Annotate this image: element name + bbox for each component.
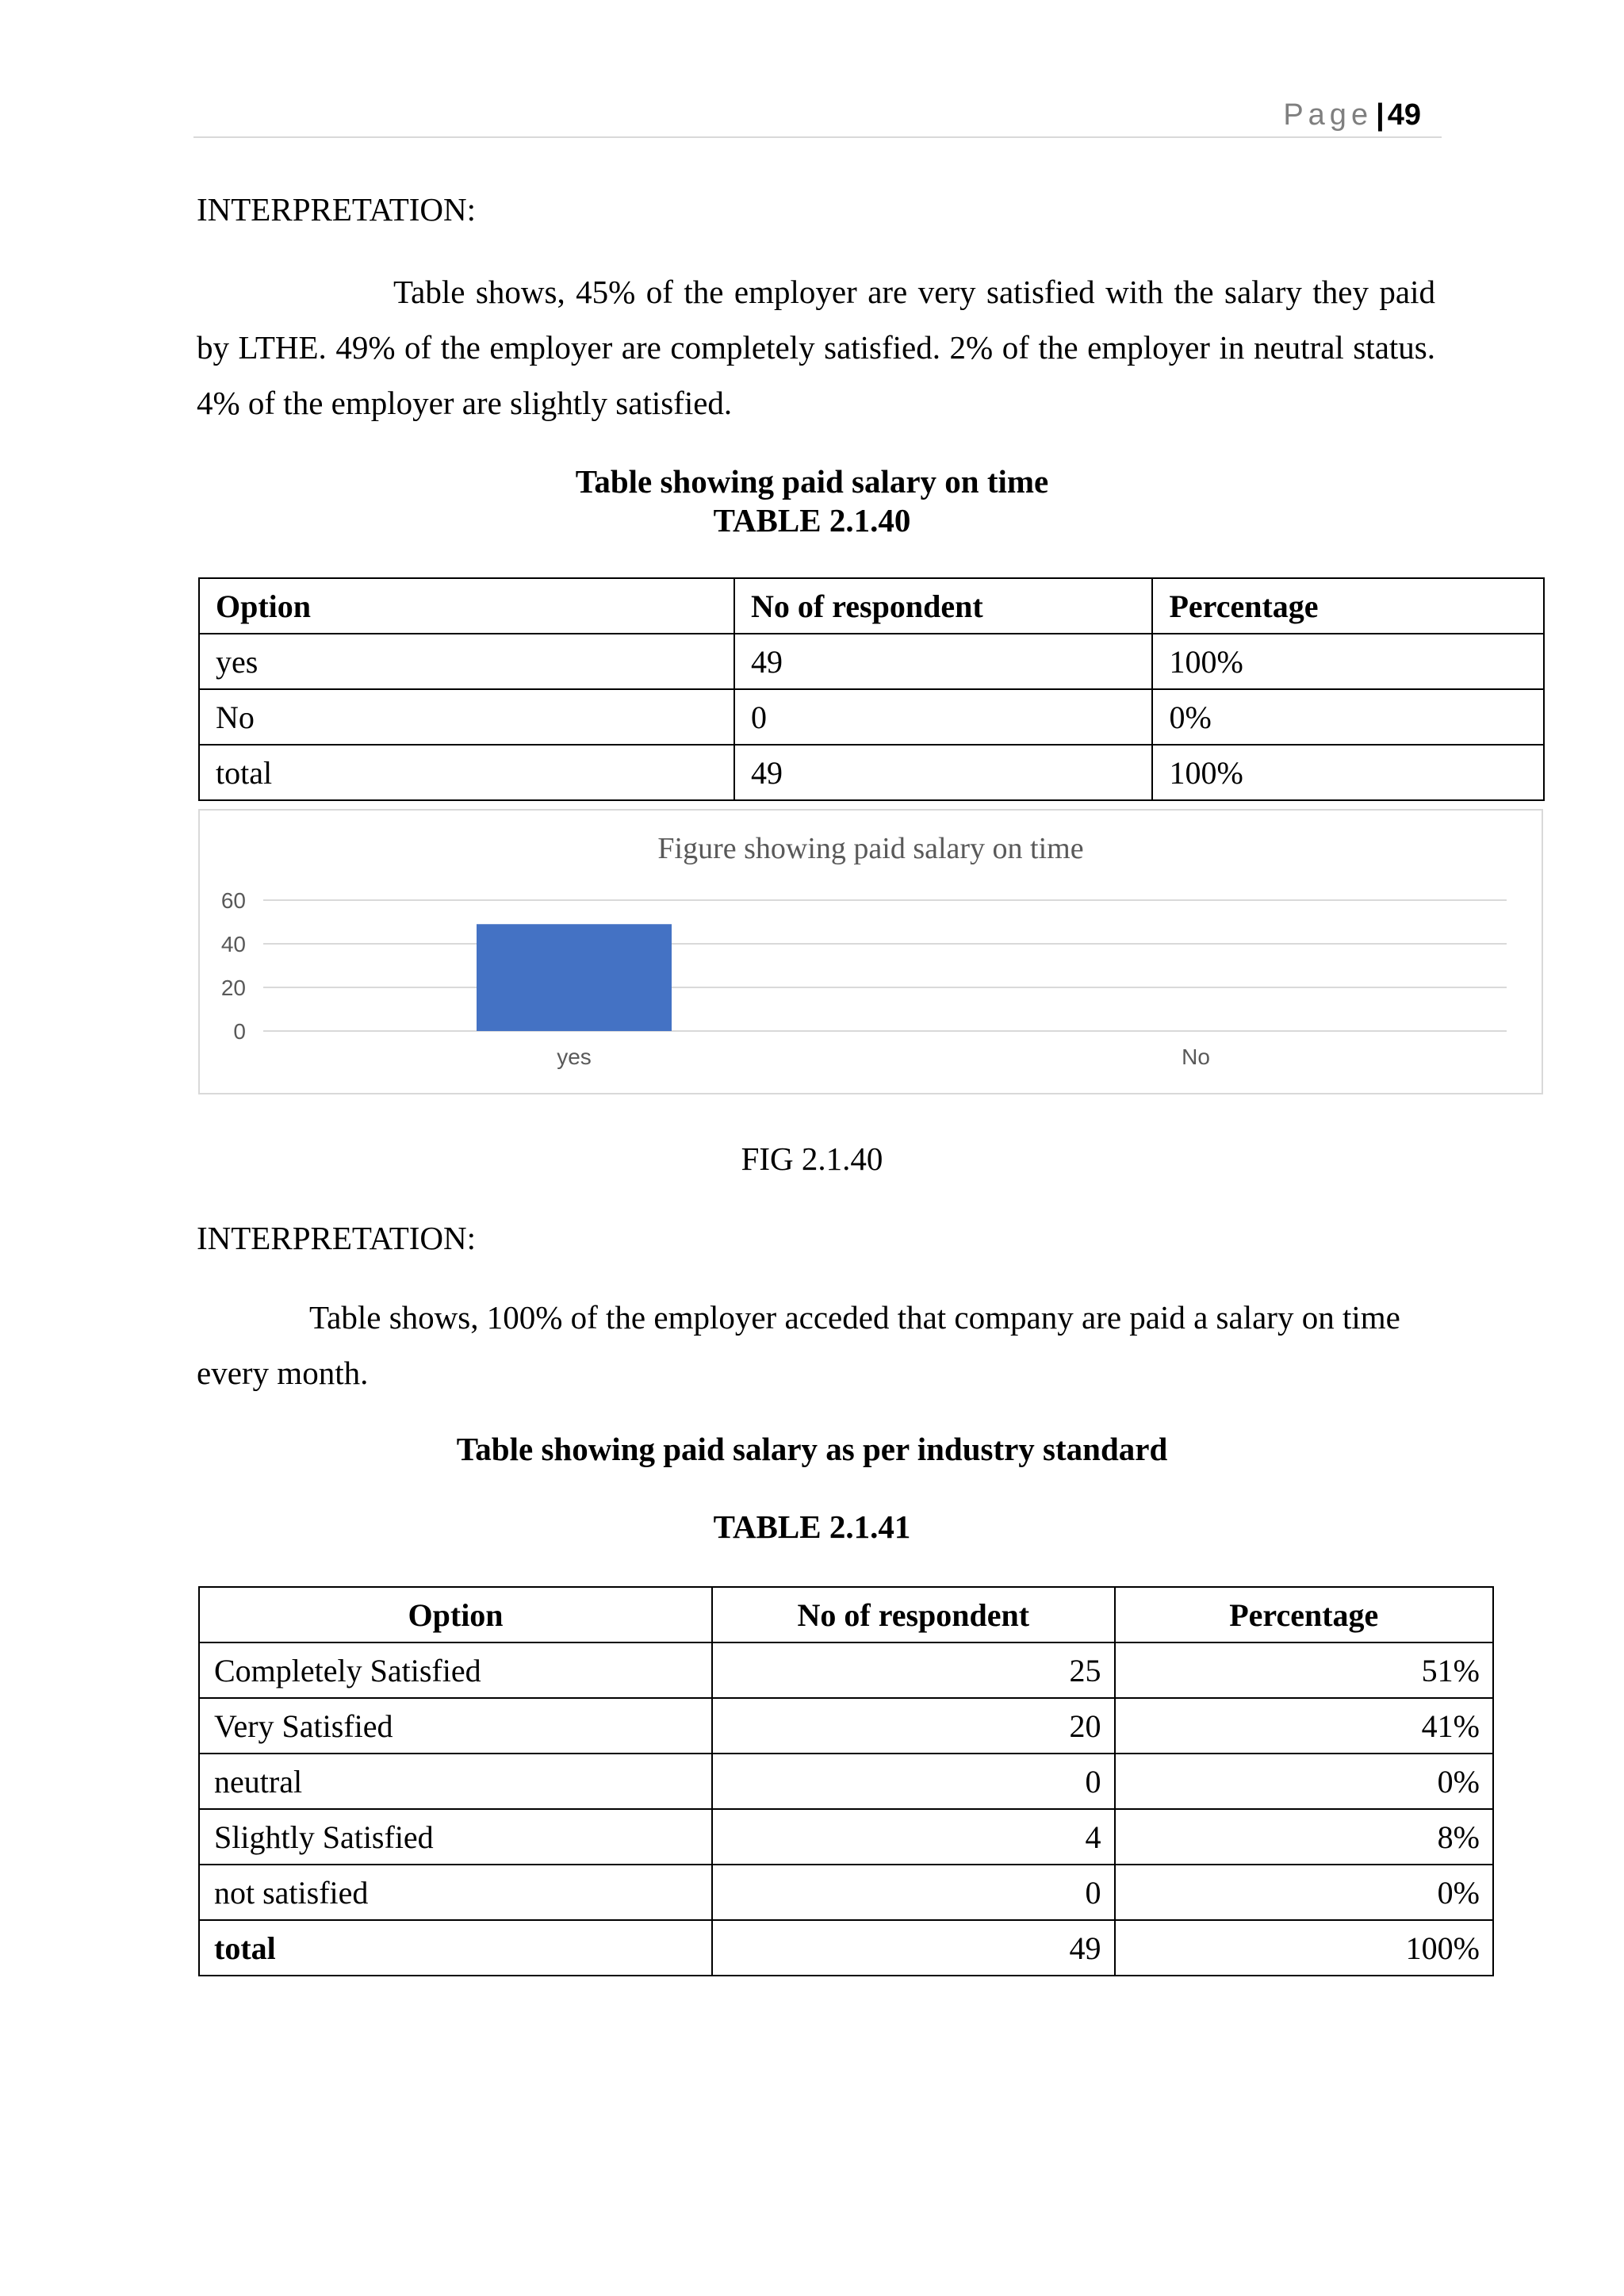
- cell-respondents: 20: [712, 1698, 1114, 1754]
- table-row: [199, 689, 1544, 745]
- interpretation-heading-1: INTERPRETATION:: [197, 191, 477, 228]
- cell-percentage: 8%: [1115, 1809, 1494, 1865]
- cell-option: total: [199, 1920, 712, 1976]
- cell-percentage: 100%: [1152, 745, 1544, 800]
- cell-respondents: 49: [712, 1920, 1114, 1976]
- column-header-respondents: No of respondent: [712, 1587, 1114, 1642]
- interpretation-paragraph-1: [197, 264, 1435, 431]
- page-header: [193, 95, 1442, 138]
- bar: [477, 924, 672, 1031]
- interpretation-paragraph-2: [197, 1290, 1435, 1401]
- cell-option: not satisfied: [199, 1865, 712, 1920]
- chart-title: Figure showing paid salary on time: [657, 832, 1084, 865]
- cell-respondents: 25: [712, 1642, 1114, 1698]
- table-row: [199, 1865, 1493, 1920]
- table-salary-industry-standard: [198, 1586, 1494, 1976]
- table-row: [199, 634, 1544, 689]
- table-row: [199, 1642, 1493, 1698]
- cell-respondents: 0: [712, 1865, 1114, 1920]
- cell-respondents: 49: [734, 745, 1152, 800]
- table-total-row: [199, 1920, 1493, 1976]
- table-row: [199, 745, 1544, 800]
- table1-number: TABLE 2.1.40: [713, 502, 911, 539]
- cell-option: Completely Satisfied: [199, 1642, 712, 1698]
- cell-option: total: [199, 745, 734, 800]
- cell-percentage: 0%: [1115, 1754, 1494, 1809]
- paragraph-line: 4% of the employer are slightly satisfied.: [197, 385, 733, 421]
- paragraph-line: by LTHE. 49% of the employer are completely satisfied. 2% of the employer in neutral status.: [197, 329, 1435, 366]
- table-row: [199, 1809, 1493, 1865]
- page-separator: |: [1376, 98, 1385, 132]
- cell-respondents: 0: [712, 1754, 1114, 1809]
- cell-option: yes: [199, 634, 734, 689]
- column-header-percentage: Percentage: [1152, 578, 1544, 634]
- cell-percentage: 100%: [1115, 1920, 1494, 1976]
- interpretation-heading-2: INTERPRETATION:: [197, 1220, 477, 1256]
- table-row: [199, 1754, 1493, 1809]
- table-header-row: [199, 578, 1544, 634]
- column-header-respondents: No of respondent: [734, 578, 1152, 634]
- cell-option: No: [199, 689, 734, 745]
- table-paid-salary-on-time: [198, 577, 1545, 801]
- cell-percentage: 41%: [1115, 1698, 1494, 1754]
- cell-respondents: 0: [734, 689, 1152, 745]
- chart-canvas: [200, 811, 1542, 1093]
- paragraph-line: every month.: [197, 1355, 369, 1391]
- cell-option: Slightly Satisfied: [199, 1809, 712, 1865]
- page-number: 49: [1387, 98, 1421, 132]
- page-label: Page: [1283, 98, 1373, 132]
- page-number-label: [1283, 98, 1421, 132]
- table-header-row: [199, 1587, 1493, 1642]
- paragraph-line: Table shows, 45% of the employer are very satisfied with the salary they paid: [393, 274, 1435, 310]
- cell-respondents: 4: [712, 1809, 1114, 1865]
- y-tick-label: 40: [220, 932, 246, 956]
- cell-option: neutral: [199, 1754, 712, 1809]
- cell-percentage: 51%: [1115, 1642, 1494, 1698]
- cell-percentage: 0%: [1115, 1865, 1494, 1920]
- column-header-option: Option: [199, 578, 734, 634]
- cell-respondents: 49: [734, 634, 1152, 689]
- y-tick-label: 60: [220, 888, 246, 913]
- cell-option: Very Satisfied: [199, 1698, 712, 1754]
- cell-percentage: 100%: [1152, 634, 1544, 689]
- column-header-percentage: Percentage: [1115, 1587, 1494, 1642]
- cell-percentage: 0%: [1152, 689, 1544, 745]
- y-tick-label: 0: [233, 1019, 246, 1044]
- x-tick-label: yes: [557, 1045, 592, 1069]
- figure-caption: FIG 2.1.40: [741, 1140, 883, 1177]
- table1-title: Table showing paid salary on time: [575, 463, 1049, 500]
- column-header-option: Option: [199, 1587, 712, 1642]
- bar-chart: [198, 809, 1543, 1094]
- x-tick-label: No: [1182, 1045, 1210, 1069]
- table-row: [199, 1698, 1493, 1754]
- table2-title: Table showing paid salary as per industry standard: [456, 1431, 1168, 1467]
- paragraph-line: Table shows, 100% of the employer acceded that company are paid a salary on time: [309, 1299, 1400, 1336]
- table2-number: TABLE 2.1.41: [713, 1508, 911, 1545]
- y-tick-label: 20: [220, 976, 246, 1000]
